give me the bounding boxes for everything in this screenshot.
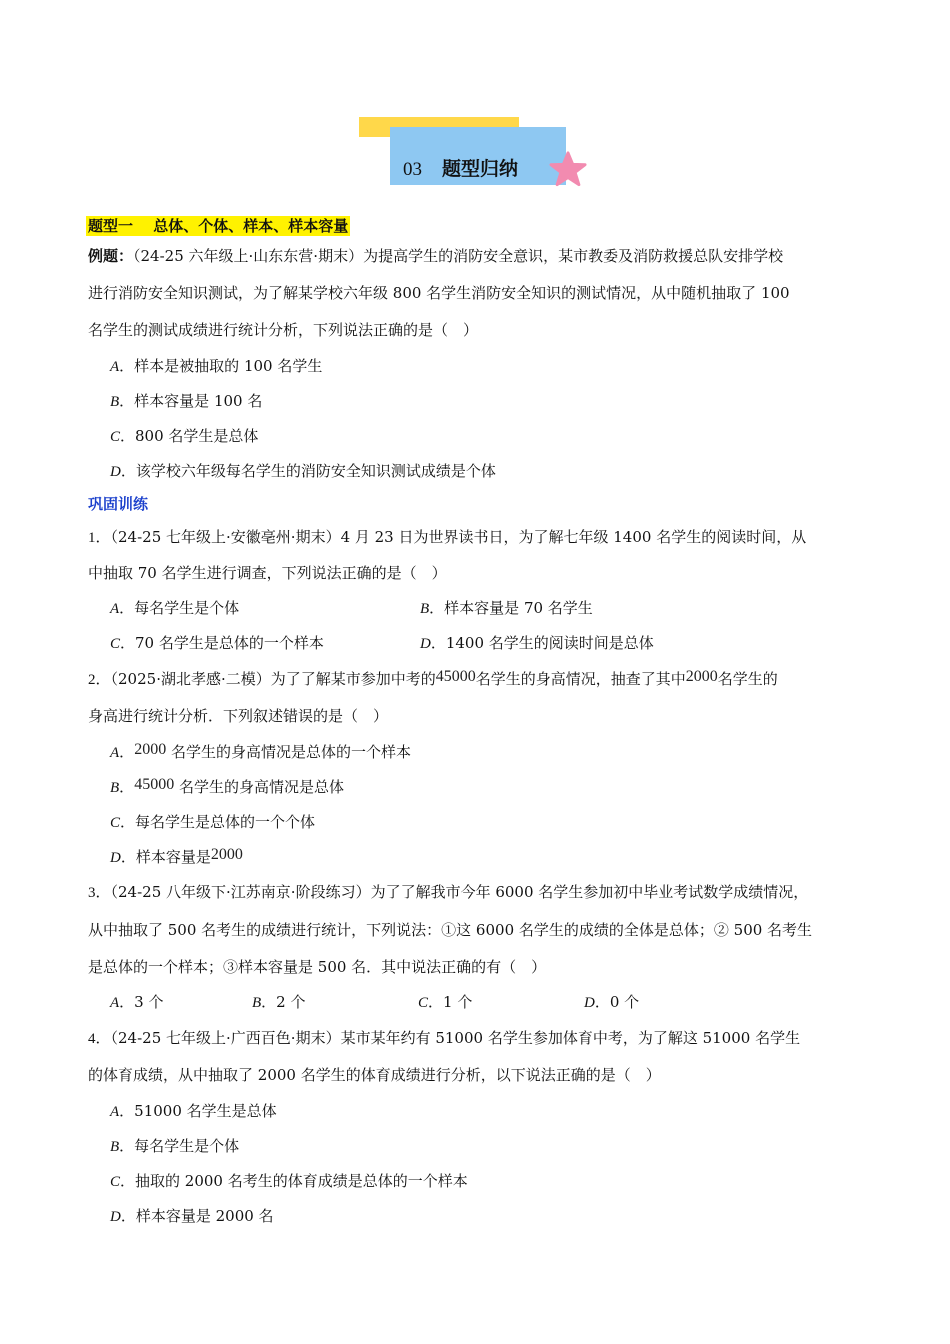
q1-option-b: B．样本容量是 70 名学生 [420, 599, 593, 617]
q1-option-c: C．70 名学生是总体的一个样本 [110, 634, 324, 652]
q1-line-1: 1．（24-25 七年级上·安徽亳州·期末）4 月 23 日为世界读书日，为了解七年级 1400 名学生的阅读时间，从 [88, 528, 807, 546]
example-line-3: 名学生的测试成绩进行统计分析，下列说法正确的是（ ） [88, 321, 479, 339]
q2-line-1: 2．（2025·湖北孝感·二模）为了了解某市参加中考的45000名学生的身高情况，抽查了其中2000名学生的 [88, 668, 778, 688]
q4-option-b: B．每名学生是个体 [110, 1137, 240, 1155]
example-option-c: C．800 名学生是总体 [110, 427, 259, 445]
section-heading: 题型一 总体、个体、样本、样本容量 [88, 217, 349, 235]
banner-heading [403, 154, 518, 181]
q3-option-b: B．2 个 [252, 993, 306, 1011]
example-line-1: 例题：（24-25 六年级上·山东东营·期末）为提高学生的消防安全意识，某市教委及消防救援总队安排学校 [88, 247, 784, 265]
q4-option-a: A．51000 名学生是总体 [110, 1102, 277, 1120]
example-option-a: A．样本是被抽取的 100 名学生 [110, 357, 323, 375]
q3-line-3: 是总体的一个样本；③样本容量是 500 名．其中说法正确的有（ ） [88, 958, 547, 976]
q4-option-c: C．抽取的 2000 名考生的体育成绩是总体的一个样本 [110, 1172, 468, 1190]
q3-line-1: 3．（24-25 八年级下·江苏南京·阶段练习）为了了解我市今年 6000 名学生参加初中毕业考试数学成绩情况， [88, 883, 809, 901]
q1-option-a: A．每名学生是个体 [110, 599, 240, 617]
banner-number: 03 [403, 159, 422, 180]
banner-title: 题型归纳 [442, 158, 519, 180]
q2-option-d: D．样本容量是2000 [110, 846, 243, 866]
q4-line-2: 的体育成绩，从中抽取了 2000 名学生的体育成绩进行分析，以下说法正确的是（ ） [88, 1066, 661, 1084]
example-option-d: D．该学校六年级每名学生的消防安全知识测试成绩是个体 [110, 462, 496, 480]
q2-option-b: B．45000 名学生的身高情况是总体 [110, 776, 344, 796]
q3-option-d: D．0 个 [584, 993, 640, 1011]
q2-option-a: A．2000 名学生的身高情况是总体的一个样本 [110, 741, 411, 761]
example-option-b: B．样本容量是 100 名 [110, 392, 263, 410]
q1-option-d: D．1400 名学生的阅读时间是总体 [420, 634, 654, 652]
q3-option-c: C．1 个 [418, 993, 473, 1011]
star-icon [549, 150, 587, 188]
q2-option-c: C．每名学生是总体的一个个体 [110, 813, 316, 831]
q4-line-1: 4．（24-25 七年级上·广西百色·期末）某市某年约有 51000 名学生参加体育中考，为了解这 51000 名学生 [88, 1029, 801, 1047]
example-line-2: 进行消防安全知识测试，为了解某学校六年级 800 名学生消防安全知识的测试情况，从中随机抽取了 100 [88, 284, 790, 302]
q3-line-2: 从中抽取了 500 名考生的成绩进行统计，下列说法：①这 6000 名学生的成绩的全体是总体；② 500 名考生 [88, 921, 813, 939]
q4-option-d: D．样本容量是 2000 名 [110, 1207, 274, 1225]
title-banner [0, 0, 950, 200]
q2-line-2: 身高进行统计分析．下列叙述错误的是（ ） [88, 707, 389, 725]
example-label: 例题： [88, 247, 134, 265]
q3-option-a: A．3 个 [110, 993, 164, 1011]
q1-line-2: 中抽取 70 名学生进行调查，下列说法正确的是（ ） [88, 564, 447, 582]
practice-heading: 巩固训练 [88, 495, 149, 513]
